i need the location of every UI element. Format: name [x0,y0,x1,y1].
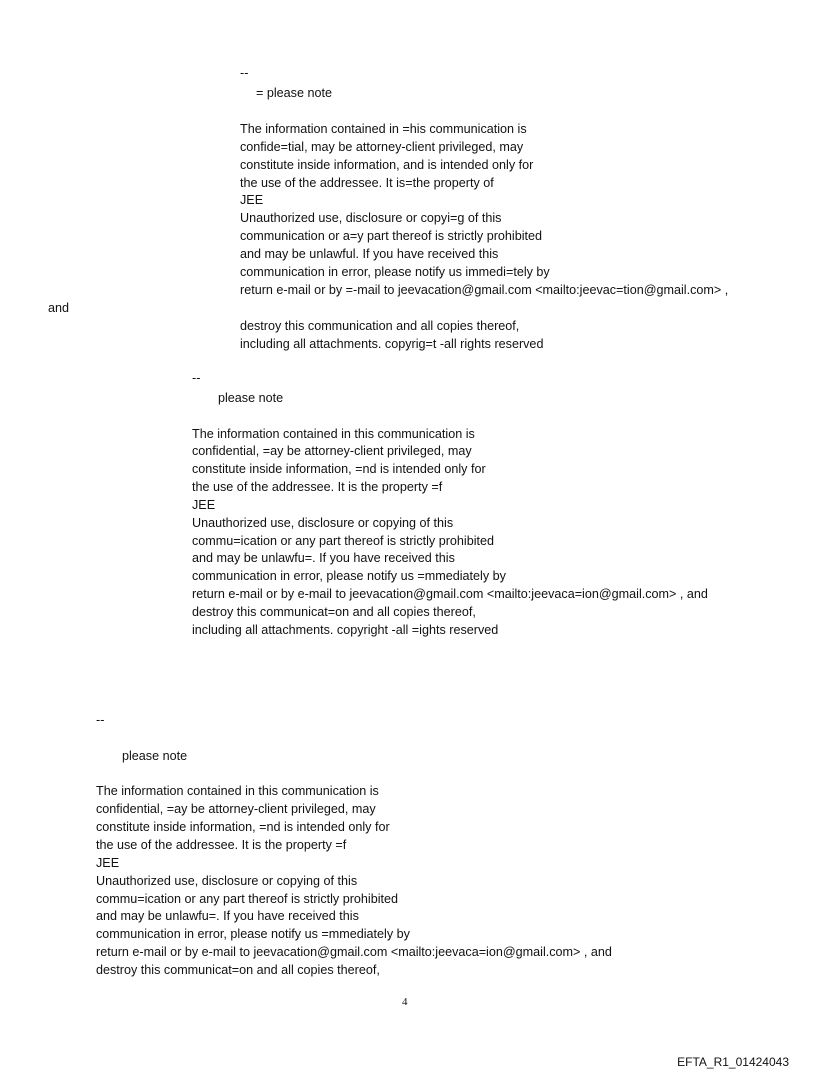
text-line: including all attachments. copyright -all =ights reserved [192,623,499,637]
text-line: destroy this communication and all copies thereof, [240,319,520,333]
text-line: constitute inside information, and is intended only for [240,158,534,172]
text-line: Unauthorized use, disclosure or copying of this [192,516,454,530]
separator: -- [192,371,201,385]
text-line: JEE [192,498,216,512]
wrapped-word: and [48,301,70,315]
text-line: including all attachments. copyrig=t -all rights reserved [240,337,544,351]
text-line: The information contained in this communication is [96,784,379,798]
text-line: and may be unlawful. If you have received this [240,247,499,261]
text-line: the use of the addressee. It is the property =f [192,480,443,494]
text-line: confidential, =ay be attorney-client privileged, may [96,802,376,816]
note-heading: please note [122,749,188,763]
separator: -- [96,713,105,727]
text-line: return e-mail or by e-mail to jeevacation@gmail.com <mailto:jeevaca=ion@gmail.com> , and [192,587,708,601]
text-line: return e-mail or by e-mail to jeevacation@gmail.com <mailto:jeevaca=ion@gmail.com> , and [96,945,612,959]
text-line: commu=ication or any part thereof is strictly prohibited [96,892,399,906]
text-line: and may be unlawfu=. If you have received this [96,909,359,923]
text-line: Unauthorized use, disclosure or copyi=g of this [240,211,502,225]
text-line: Unauthorized use, disclosure or copying of this [96,874,358,888]
text-line: the use of the addressee. It is=the property of [240,176,494,190]
text-line: destroy this communicat=on and all copies thereof, [192,605,476,619]
text-line: communication in error, please notify us =mmediately by [96,927,410,941]
text-line: return e-mail or by =-mail to jeevacation@gmail.com <mailto:jeevac=tion@gmail.com> , [240,283,729,297]
text-line: communication in error, please notify us =mmediately by [192,569,506,583]
text-line: JEE [240,193,264,207]
note-heading: please note [218,391,284,405]
text-line: constitute inside information, =nd is intended only for [96,820,390,834]
page-number: 4 [402,996,408,1008]
text-line: the use of the addressee. It is the property =f [96,838,347,852]
note-heading: = please note [256,86,332,100]
text-line: The information contained in =his communication is [240,122,527,136]
text-line: communication in error, please notify us immedi=tely by [240,265,550,279]
text-line: constitute inside information, =nd is intended only for [192,462,486,476]
text-line: JEE [96,856,120,870]
text-line: commu=ication or any part thereof is strictly prohibited [192,534,495,548]
text-line: destroy this communicat=on and all copies thereof, [96,963,380,977]
text-line: The information contained in this communication is [192,427,475,441]
text-line: communication or a=y part thereof is strictly prohibited [240,229,543,243]
text-line: confidential, =ay be attorney-client privileged, may [192,444,472,458]
separator: -- [240,66,249,80]
text-line: and may be unlawfu=. If you have received this [192,551,455,565]
text-line: confide=tial, may be attorney-client privileged, may [240,140,524,154]
document-id-footer: EFTA_R1_01424043 [677,1055,789,1069]
